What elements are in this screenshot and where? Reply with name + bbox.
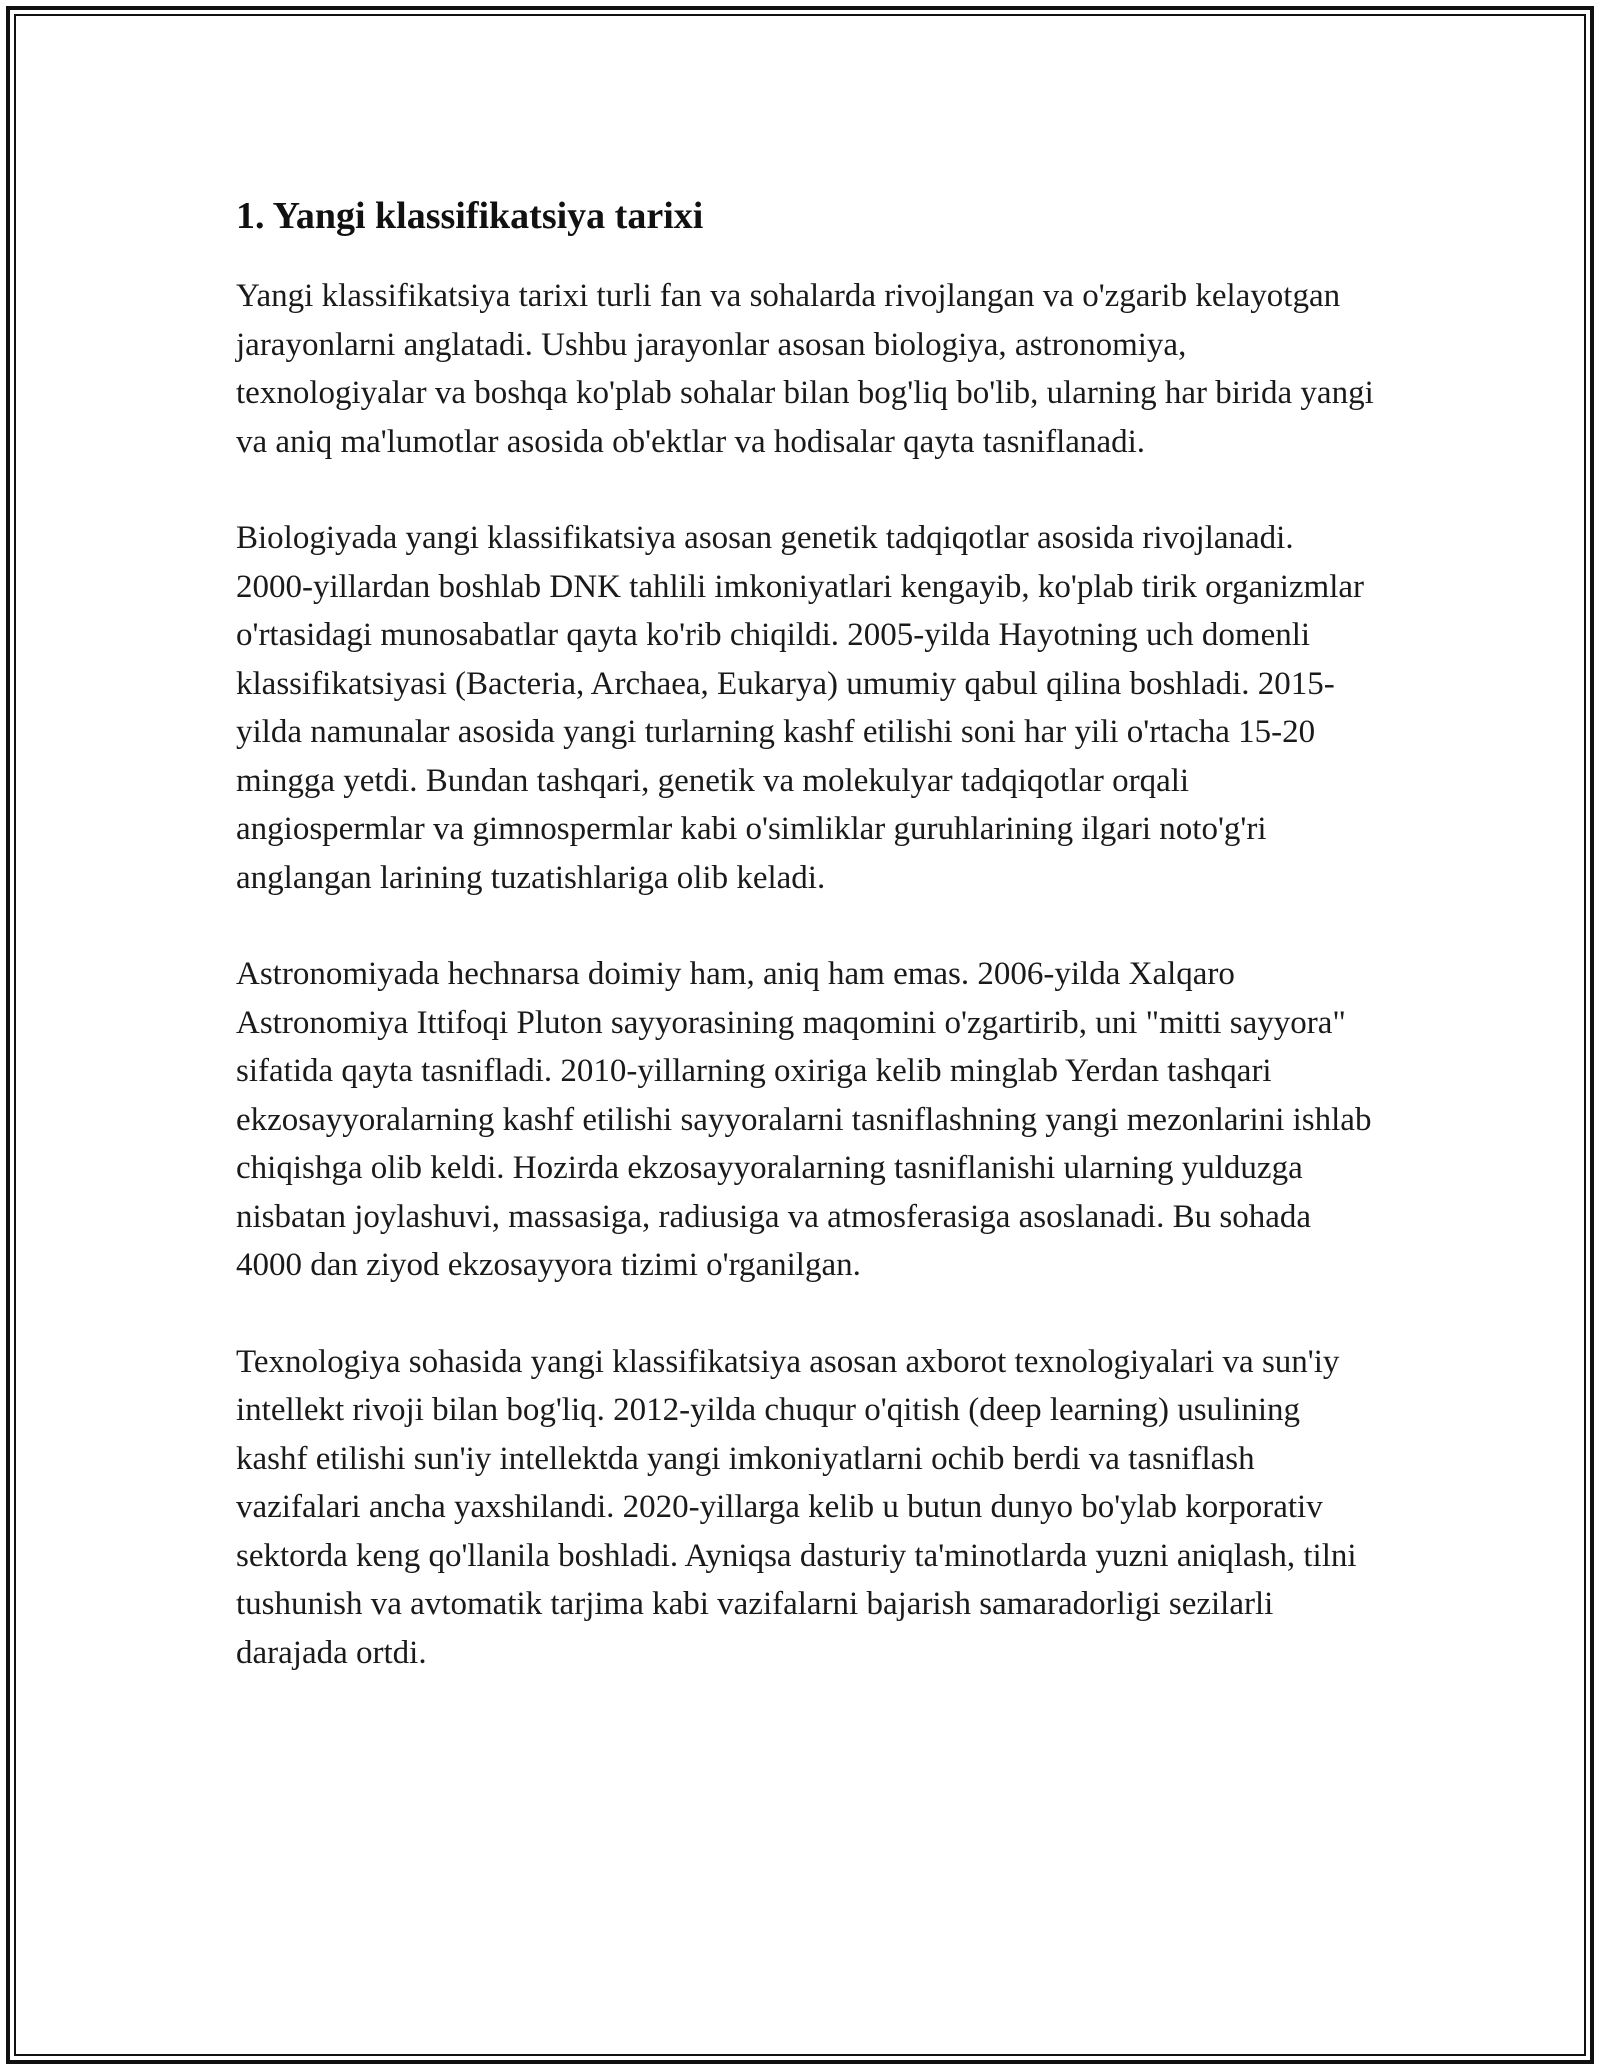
paragraph-astronomy: Astronomiyada hechnarsa doimiy ham, aniq ham emas. 2006-yilda Xalqaro Astronomiya Ittifoqi Pluton sayyorasining maqomini o'zgartirib, uni "mitti sayyora" sifatida qayta tasnifladi. 2010-yillarning oxiriga kelib minglab Yerdan tashqari ekzosayyoralarning kashf etilishi sayyoralarni tasniflashning yangi mezonlarini ishlab chiqishga olib keldi. Hozirda ekzosayyoralarning tasniflanishi ularning yulduzga nisbatan joylashuvi, massasiga, radiusiga va atmosferasiga asoslanadi. Bu sohada 4000 dan ziyod ekzosayyora tizimi o'rganilgan. xyxy=(236,956,1372,1283)
document-body xyxy=(236,190,1376,1725)
paragraph-technology: Texnologiya sohasida yangi klassifikatsiya asosan axborot texnologiyalari va sun'iy intellekt rivoji bilan bog'liq. 2012-yilda chuqur o'qitish (deep learning) usulining kashf etilishi sun'iy intellektda yangi imkoniyatlarni ochib berdi va tasniflash vazifalari ancha yaxshilandi. 2020-yillarga kelib u butun dunyo bo'ylab korporativ sektorda keng qo'llanila boshladi. Ayniqsa dasturiy ta'minotlarda yuzni aniqlash, tilni tushunish va avtomatik tarjima kabi vazifalarni bajarish samaradorligi sezilarli darajada ortdi. xyxy=(236,1343,1357,1671)
section-heading: 1. Yangi klassifikatsiya tarixi xyxy=(236,195,704,237)
paragraph-biology: Biologiyada yangi klassifikatsiya asosan genetik tadqiqotlar asosida rivojlanadi. 2000-yillardan boshlab DNK tahlili imkoniyatlari kengayib, ko'plab tirik organizmlar o'rtasidagi munosabatlar qayta ko'rib chiqildi. 2005-yilda Hayotning uch domenli klassifikatsiyasi (Bacteria, Archaea, Eukarya) umumiy qabul qilina boshladi. 2015-yilda namunalar asosida yangi turlarning kashf etilishi soni har yili o'rtacha 15-20 mingga yetdi. Bundan tashqari, genetik va molekulyar tadqiqotlar orqali angiospermlar va gimnospermlar kabi o'simliklar guruhlarining ilgari noto'g'ri anglangan larining tuzatishlariga olib keladi. xyxy=(236,520,1365,896)
paragraph-intro: Yangi klassifikatsiya tarixi turli fan va sohalarda rivojlangan va o'zgarib kelayotgan jarayonlarni anglatadi. Ushbu jarayonlar asosan biologiya, astronomiya, texnologiyalar va boshqa ko'plab sohalar bilan bog'liq bo'lib, ularning har birida yangi va aniq ma'lumotlar asosida ob'ektlar va hodisalar qayta tasniflanadi. xyxy=(236,278,1374,460)
